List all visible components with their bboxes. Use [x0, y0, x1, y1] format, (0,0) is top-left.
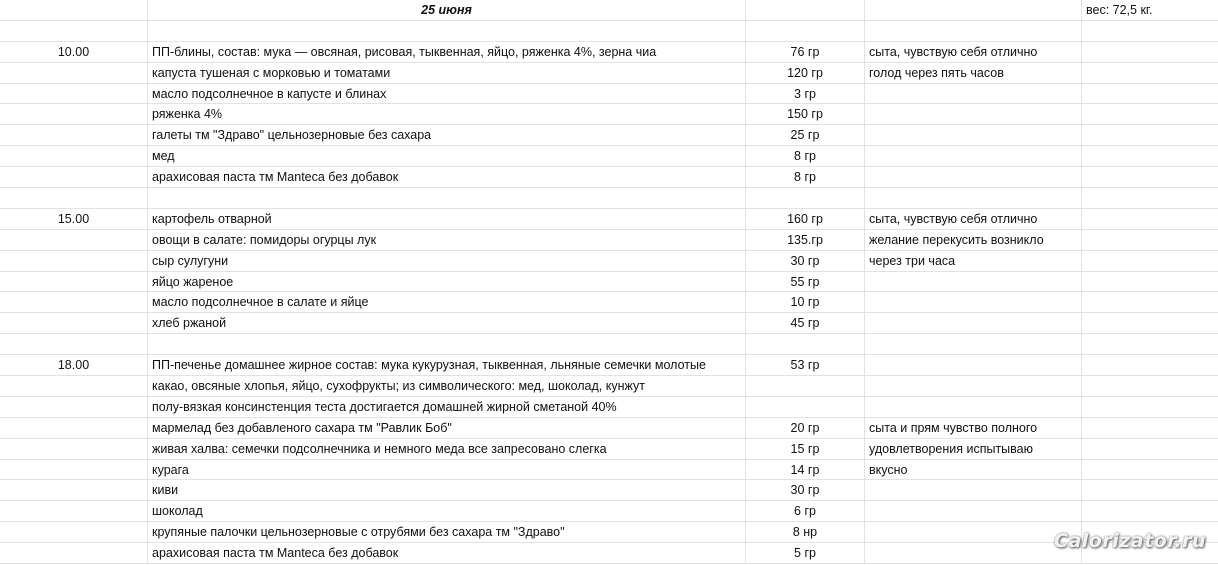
note-cell[interactable] — [865, 188, 1082, 208]
cell[interactable] — [1082, 104, 1218, 124]
cell[interactable] — [865, 0, 1082, 20]
note-cell[interactable]: через три часа — [865, 251, 1082, 271]
cell[interactable] — [1082, 230, 1218, 250]
food-cell[interactable]: хлеб ржаной — [148, 313, 746, 333]
table-row — [0, 439, 1218, 460]
table-row — [0, 251, 1218, 272]
table-row — [0, 272, 1218, 293]
note-cell[interactable] — [865, 397, 1082, 417]
table-row — [0, 460, 1218, 481]
table-row — [0, 209, 1218, 230]
note-cell[interactable] — [865, 355, 1082, 375]
time-cell[interactable] — [0, 104, 148, 124]
table-row — [0, 146, 1218, 167]
blank-row — [0, 21, 1218, 42]
cell[interactable] — [1082, 63, 1218, 83]
table-row — [0, 104, 1218, 125]
time-cell[interactable] — [0, 188, 148, 208]
note-cell[interactable] — [865, 376, 1082, 396]
time-cell[interactable] — [0, 84, 148, 104]
amount-cell[interactable] — [746, 334, 865, 354]
amount-cell[interactable]: 8 нр — [746, 522, 865, 542]
time-cell[interactable] — [0, 230, 148, 250]
food-cell[interactable]: полу-вязкая консинстенция теста достигается домашней жирной сметаной 40% — [148, 397, 746, 417]
food-cell[interactable]: масло подсолнечное в капусте и блинах — [148, 84, 746, 104]
food-cell[interactable]: ПП-печенье домашнее жирное состав: мука кукурузная, тыквенная, льняные семечки молотые — [148, 355, 746, 375]
amount-cell[interactable]: 10 гр — [746, 292, 865, 312]
cell[interactable] — [1082, 125, 1218, 145]
amount-cell[interactable]: 55 гр — [746, 272, 865, 292]
note-cell[interactable] — [865, 522, 1082, 542]
table-row — [0, 543, 1218, 564]
time-cell[interactable] — [0, 543, 148, 563]
time-cell[interactable] — [0, 146, 148, 166]
note-cell[interactable] — [865, 21, 1082, 41]
food-cell[interactable]: масло подсолнечное в салате и яйце — [148, 292, 746, 312]
cell[interactable] — [1082, 188, 1218, 208]
date-title[interactable]: 25 июня — [148, 0, 746, 20]
time-cell[interactable] — [0, 21, 148, 41]
amount-cell[interactable] — [746, 397, 865, 417]
cell[interactable] — [1082, 376, 1218, 396]
amount-cell[interactable]: 15 гр — [746, 439, 865, 459]
cell[interactable] — [1082, 146, 1218, 166]
food-cell[interactable]: крупяные палочки цельнозерновые с отрубями без сахара тм "Здраво" — [148, 522, 746, 542]
note-cell[interactable] — [865, 272, 1082, 292]
amount-cell[interactable]: 8 гр — [746, 167, 865, 187]
amount-cell[interactable]: 14 гр — [746, 460, 865, 480]
time-cell[interactable] — [0, 376, 148, 396]
food-cell[interactable]: киви — [148, 480, 746, 500]
note-cell[interactable] — [865, 334, 1082, 354]
time-cell[interactable] — [0, 439, 148, 459]
time-cell[interactable]: 10.00 — [0, 42, 148, 62]
food-cell[interactable]: галеты тм "Здраво" цельнозерновые без сахара — [148, 125, 746, 145]
table-row — [0, 292, 1218, 313]
table-row — [0, 230, 1218, 251]
food-cell[interactable] — [148, 334, 746, 354]
table-row — [0, 418, 1218, 439]
time-cell[interactable] — [0, 292, 148, 312]
food-cell[interactable]: ряженка 4% — [148, 104, 746, 124]
amount-cell[interactable]: 8 гр — [746, 146, 865, 166]
table-row — [0, 125, 1218, 146]
time-cell[interactable]: 18.00 — [0, 355, 148, 375]
time-cell[interactable] — [0, 313, 148, 333]
table-row — [0, 42, 1218, 63]
table-row — [0, 522, 1218, 543]
food-cell[interactable]: сыр сулугуни — [148, 251, 746, 271]
food-cell[interactable] — [148, 188, 746, 208]
cell[interactable] — [1082, 42, 1218, 62]
cell[interactable] — [1082, 292, 1218, 312]
note-cell[interactable] — [865, 167, 1082, 187]
note-cell[interactable] — [865, 501, 1082, 521]
amount-cell[interactable]: 150 гр — [746, 104, 865, 124]
amount-cell[interactable]: 53 гр — [746, 355, 865, 375]
note-cell[interactable] — [865, 480, 1082, 500]
cell[interactable] — [1082, 439, 1218, 459]
food-cell[interactable]: арахисовая паста тм Manteca без добавок — [148, 543, 746, 563]
time-cell[interactable] — [0, 397, 148, 417]
cell[interactable] — [1082, 209, 1218, 229]
amount-cell[interactable]: 30 гр — [746, 251, 865, 271]
table-row — [0, 376, 1218, 397]
amount-cell[interactable]: 135.гр — [746, 230, 865, 250]
table-row — [0, 63, 1218, 84]
weight-cell[interactable]: вес: 72,5 кг. — [1086, 3, 1153, 17]
amount-cell[interactable]: 45 гр — [746, 313, 865, 333]
amount-cell[interactable]: 25 гр — [746, 125, 865, 145]
cell[interactable] — [1082, 167, 1218, 187]
amount-cell[interactable]: 76 гр — [746, 42, 865, 62]
time-cell[interactable] — [0, 63, 148, 83]
amount-cell[interactable] — [746, 376, 865, 396]
cell[interactable] — [1082, 272, 1218, 292]
header-row — [0, 0, 1218, 21]
cell[interactable] — [0, 0, 148, 20]
table-row — [0, 313, 1218, 334]
food-cell[interactable]: картофель отварной — [148, 209, 746, 229]
note-cell[interactable] — [865, 543, 1082, 563]
cell[interactable] — [1082, 397, 1218, 417]
food-cell[interactable]: живая халва: семечки подсолнечника и немного меда все запресовано слегка — [148, 439, 746, 459]
note-cell[interactable] — [865, 313, 1082, 333]
cell[interactable] — [1082, 251, 1218, 271]
time-cell[interactable] — [0, 125, 148, 145]
amount-cell[interactable]: 3 гр — [746, 84, 865, 104]
table-row — [0, 84, 1218, 105]
time-cell[interactable] — [0, 522, 148, 542]
note-cell[interactable] — [865, 84, 1082, 104]
table-row — [0, 167, 1218, 188]
cell[interactable] — [1082, 84, 1218, 104]
food-cell[interactable]: какао, овсяные хлопья, яйцо, сухофрукты; из символического: мед, шоколад, кунжут — [148, 376, 746, 396]
time-cell[interactable]: 15.00 — [0, 209, 148, 229]
table-row — [0, 397, 1218, 418]
time-cell[interactable] — [0, 251, 148, 271]
amount-cell[interactable] — [746, 21, 865, 41]
amount-cell[interactable]: 20 гр — [746, 418, 865, 438]
food-cell[interactable]: яйцо жареное — [148, 272, 746, 292]
cell[interactable] — [1082, 334, 1218, 354]
cell[interactable] — [1082, 21, 1218, 41]
blank-row — [0, 188, 1218, 209]
note-cell[interactable]: сыта и прям чувство полного — [865, 418, 1082, 438]
calorizator-watermark: Calorizator.ru — [1054, 530, 1207, 552]
food-cell[interactable] — [148, 21, 746, 41]
note-cell[interactable]: сыта, чувствую себя отлично — [865, 42, 1082, 62]
amount-cell[interactable]: 30 гр — [746, 480, 865, 500]
cell[interactable] — [1082, 355, 1218, 375]
note-cell[interactable] — [865, 125, 1082, 145]
time-cell[interactable] — [0, 501, 148, 521]
note-cell[interactable]: желание перекусить возникло — [865, 230, 1082, 250]
food-cell[interactable]: капуста тушеная с морковью и томатами — [148, 63, 746, 83]
cell[interactable] — [1082, 313, 1218, 333]
cell[interactable] — [1082, 418, 1218, 438]
blank-row — [0, 334, 1218, 355]
food-cell[interactable]: ПП-блины, состав: мука — овсяная, рисовая, тыквенная, яйцо, ряженка 4%, зерна чиа — [148, 42, 746, 62]
food-cell[interactable]: шоколад — [148, 501, 746, 521]
time-cell[interactable] — [0, 272, 148, 292]
food-cell[interactable]: курага — [148, 460, 746, 480]
note-cell[interactable]: сыта, чувствую себя отлично — [865, 209, 1082, 229]
food-cell[interactable]: мед — [148, 146, 746, 166]
food-cell[interactable]: арахисовая паста тм Manteca без добавок — [148, 167, 746, 187]
note-cell[interactable] — [865, 104, 1082, 124]
note-cell[interactable]: вкусно — [865, 460, 1082, 480]
cell[interactable] — [1082, 501, 1218, 521]
amount-cell[interactable]: 120 гр — [746, 63, 865, 83]
amount-cell[interactable]: 160 гр — [746, 209, 865, 229]
note-cell[interactable]: голод через пять часов — [865, 63, 1082, 83]
time-cell[interactable] — [0, 460, 148, 480]
note-cell[interactable] — [865, 292, 1082, 312]
time-cell[interactable] — [0, 334, 148, 354]
table-row — [0, 355, 1218, 376]
table-row — [0, 480, 1218, 501]
cell[interactable] — [1082, 460, 1218, 480]
amount-cell[interactable]: 5 гр — [746, 543, 865, 563]
note-cell[interactable] — [865, 146, 1082, 166]
food-cell[interactable]: овощи в салате: помидоры огурцы лук — [148, 230, 746, 250]
note-cell[interactable]: удовлетворения испытываю — [865, 439, 1082, 459]
cell[interactable] — [1082, 480, 1218, 500]
cell[interactable] — [746, 0, 865, 20]
time-cell[interactable] — [0, 418, 148, 438]
amount-cell[interactable]: 6 гр — [746, 501, 865, 521]
amount-cell[interactable] — [746, 188, 865, 208]
time-cell[interactable] — [0, 167, 148, 187]
food-cell[interactable]: мармелад без добавленого сахара тм "Равлик Боб" — [148, 418, 746, 438]
time-cell[interactable] — [0, 480, 148, 500]
table-row — [0, 501, 1218, 522]
